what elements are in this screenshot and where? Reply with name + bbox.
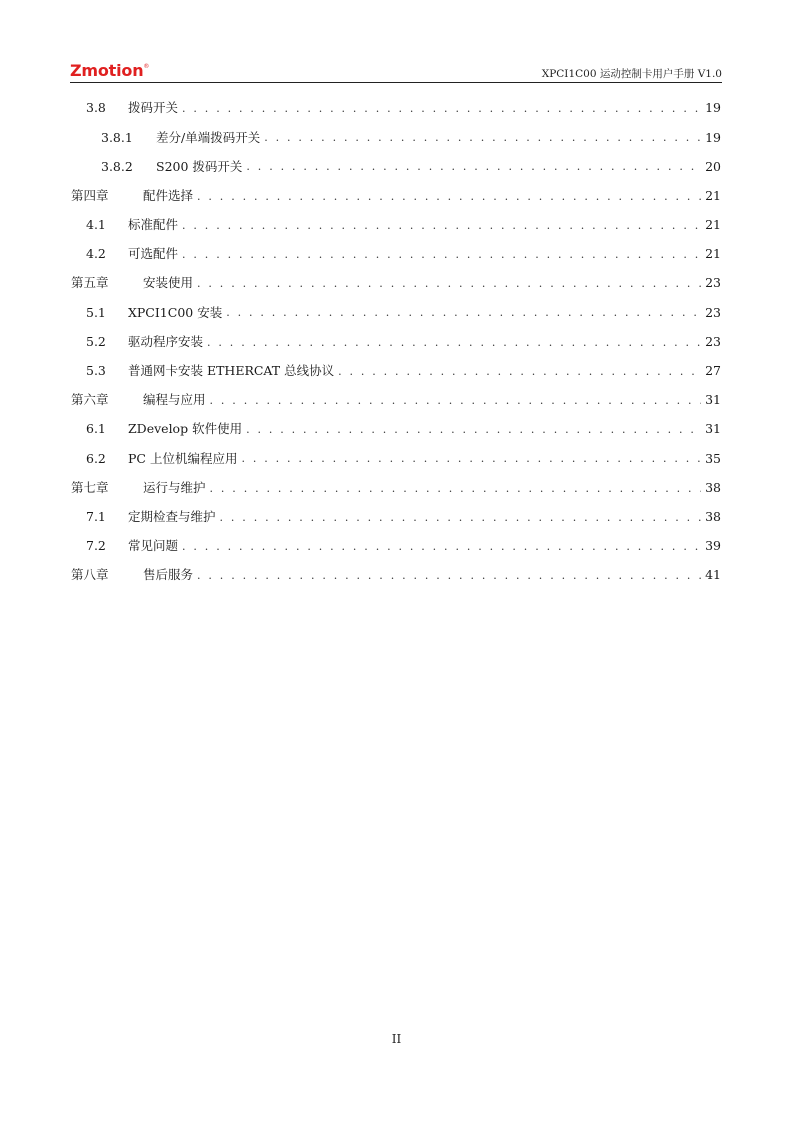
toc-entry-number: 6.2 (86, 450, 106, 466)
toc-entry-page: 38 (705, 479, 721, 495)
toc-entry-page: 20 (705, 158, 721, 174)
toc-dot-leader (182, 249, 701, 260)
toc-entry-title: S200 拨码开关 (156, 158, 243, 174)
toc-entry[interactable] (71, 123, 721, 152)
toc-dot-leader (182, 220, 701, 231)
toc-entry-title: 售后服务 (143, 567, 194, 583)
toc-entry-number: 5.1 (86, 304, 106, 320)
toc-entry[interactable] (71, 240, 721, 269)
toc-entry[interactable] (71, 444, 721, 473)
toc-entry[interactable] (71, 561, 721, 590)
toc-entry-page: 21 (705, 187, 721, 203)
toc-entry-page: 35 (705, 450, 721, 466)
toc-entry-page: 19 (705, 100, 721, 116)
toc-entry[interactable] (71, 328, 721, 357)
toc-dot-leader (207, 337, 701, 348)
toc-dot-leader (210, 395, 701, 406)
toc-entry[interactable] (71, 415, 721, 444)
toc-dot-leader (182, 541, 701, 552)
toc-dot-leader (246, 424, 701, 435)
toc-entry-number: 第八章 (71, 567, 109, 583)
toc-entry-number: 第七章 (71, 479, 109, 495)
toc-dot-leader (210, 483, 701, 494)
toc-entry-number: 5.3 (86, 363, 106, 379)
toc-entry-title: 定期检查与维护 (128, 508, 216, 524)
toc-entry-title: PC 上位机编程应用 (128, 450, 238, 466)
toc-entry[interactable] (71, 357, 721, 386)
toc-dot-leader (197, 570, 701, 581)
toc-entry-number: 3.8 (86, 100, 106, 116)
toc-entry-title: 安装使用 (143, 275, 194, 291)
toc-entry-title: 拨码开关 (128, 100, 179, 116)
toc-entry-title: ZDevelop 软件使用 (128, 421, 243, 437)
toc-entry-page: 38 (705, 508, 721, 524)
toc-entry-title: 差分/单端拨码开关 (156, 129, 261, 145)
toc-entry-number: 第四章 (71, 187, 109, 203)
toc-entry[interactable] (71, 532, 721, 561)
toc-entry-title: 配件选择 (143, 187, 194, 203)
toc-entry-page: 23 (705, 333, 721, 349)
toc-entry-number: 4.1 (86, 217, 106, 233)
toc-entry-title: XPCI1C00 安装 (128, 304, 223, 320)
toc-dot-leader (226, 307, 701, 318)
toc-dot-leader (264, 132, 701, 143)
toc-entry[interactable] (71, 503, 721, 532)
toc-entry-number: 7.2 (86, 538, 106, 554)
toc-dot-leader (197, 278, 701, 289)
toc-entry[interactable] (71, 152, 721, 181)
toc-entry-title: 标准配件 (128, 217, 179, 233)
toc-entry-number: 7.1 (86, 508, 106, 524)
toc-entry-title: 可选配件 (128, 246, 179, 262)
toc-entry-number: 4.2 (86, 246, 106, 262)
toc-entry[interactable] (71, 269, 721, 298)
toc-entry-title: 运行与维护 (143, 479, 206, 495)
toc-dot-leader (246, 161, 701, 172)
toc-dot-leader (338, 366, 701, 377)
toc-dot-leader (197, 191, 701, 202)
toc-entry-page: 23 (705, 275, 721, 291)
toc-dot-leader (182, 103, 701, 114)
toc-entry-number: 第六章 (71, 392, 109, 408)
toc-entry-title: 编程与应用 (143, 392, 206, 408)
toc-entry-page: 21 (705, 217, 721, 233)
toc-entry[interactable] (71, 298, 721, 327)
toc-entry-page: 27 (705, 363, 721, 379)
toc-entry-page: 31 (705, 392, 721, 408)
toc-entry-number: 3.8.1 (101, 129, 133, 145)
toc-entry-page: 41 (705, 567, 721, 583)
toc-entry-title: 驱动程序安装 (128, 333, 204, 349)
toc-entry[interactable] (71, 386, 721, 415)
page-number: II (391, 1032, 402, 1046)
toc-entry-page: 19 (705, 129, 721, 145)
toc-entry-number: 第五章 (71, 275, 109, 291)
toc-entry-number: 3.8.2 (101, 158, 133, 174)
toc-entry-page: 23 (705, 304, 721, 320)
toc-entry[interactable] (71, 473, 721, 502)
toc-entry-number: 5.2 (86, 333, 106, 349)
toc-entry-number: 6.1 (86, 421, 106, 437)
table-of-contents (71, 94, 721, 590)
toc-dot-leader (241, 453, 701, 464)
toc-entry[interactable] (71, 94, 721, 123)
page-header (70, 58, 722, 83)
company-logo (70, 61, 149, 80)
toc-entry[interactable] (71, 211, 721, 240)
toc-entry-title: 常见问题 (128, 538, 179, 554)
registered-mark: ® (143, 63, 150, 70)
toc-entry-page: 31 (705, 421, 721, 437)
toc-entry-title: 普通网卡安装 ETHERCAT 总线协议 (128, 363, 335, 379)
toc-entry-page: 39 (705, 538, 721, 554)
logo-text: Zmotion (70, 61, 144, 80)
toc-dot-leader (220, 512, 701, 523)
document-title: XPCI1C00 运动控制卡用户手册 V1.0 (541, 68, 722, 80)
toc-entry-page: 21 (705, 246, 721, 262)
toc-entry[interactable] (71, 182, 721, 211)
